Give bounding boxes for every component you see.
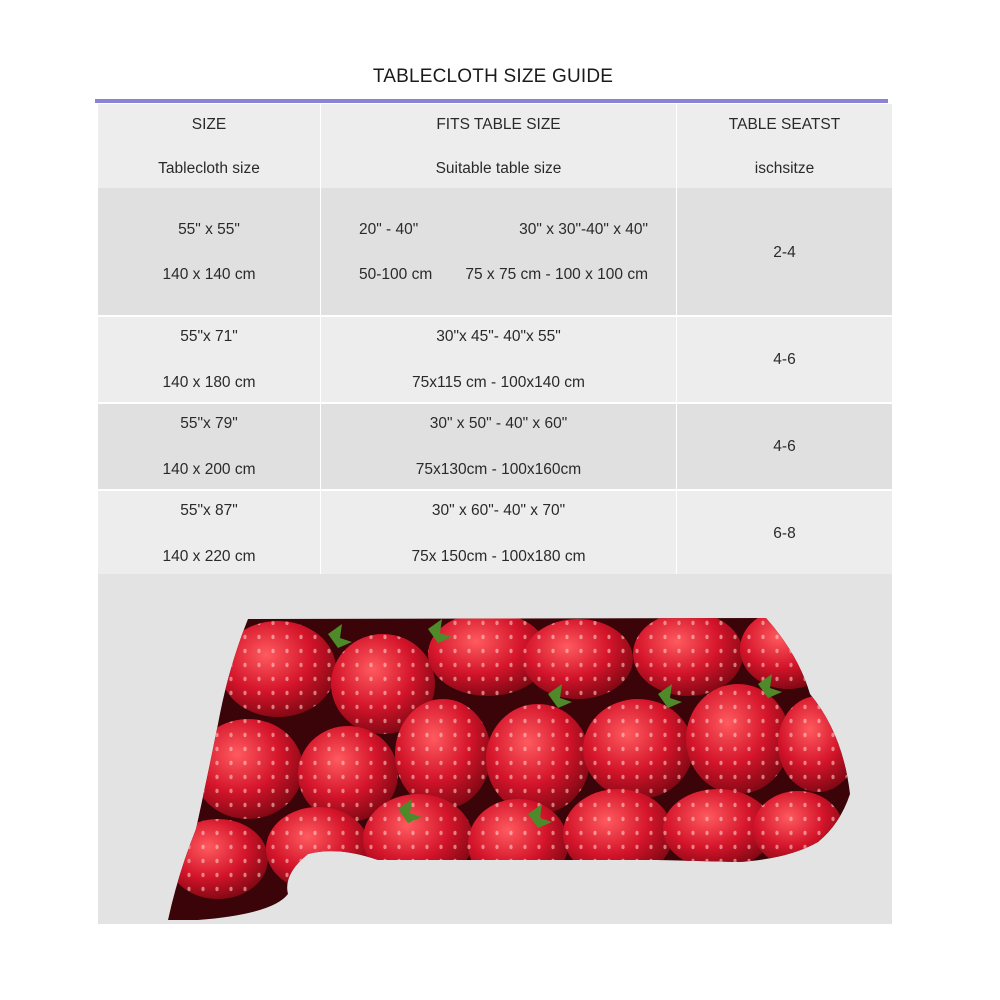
fits-cell <box>320 188 677 315</box>
title-underline <box>95 99 888 103</box>
table-row <box>98 404 892 489</box>
fits-inches-a: 20" - 40" <box>359 221 419 238</box>
size-inches: 55" x 55" <box>178 221 240 238</box>
seats-value: 4-6 <box>773 438 796 455</box>
strawberry-tablecloth-photo <box>98 574 892 924</box>
size-inches: 55"x 87" <box>180 502 238 519</box>
fits-inches-b: 30" x 30"-40" x 40" <box>519 221 648 238</box>
seats-cell <box>677 188 892 315</box>
seats-cell <box>677 317 892 402</box>
header-seats-title: TABLE SEATST <box>728 116 841 133</box>
header-fits-title: FITS TABLE SIZE <box>436 116 561 133</box>
fits-inches: 30" x 60"- 40" x 70" <box>431 502 566 519</box>
size-cell <box>98 491 320 576</box>
seats-cell <box>677 491 892 576</box>
table-row <box>98 317 892 402</box>
table-row <box>98 188 892 315</box>
size-inches: 55"x 71" <box>180 328 238 345</box>
header-size-sub: Tablecloth size <box>158 160 260 177</box>
fits-cm-b: 75 x 75 cm - 100 x 100 cm <box>465 266 648 283</box>
seats-cell <box>677 404 892 489</box>
header-size-title: SIZE <box>191 116 227 133</box>
size-cm: 140 x 220 cm <box>162 548 256 565</box>
table-header <box>98 104 892 188</box>
fits-inches: 30"x 45"- 40"x 55" <box>436 328 561 345</box>
page-title: TABLECLOTH SIZE GUIDE <box>372 66 614 87</box>
size-cm: 140 x 140 cm <box>162 266 256 283</box>
size-cell <box>98 404 320 489</box>
header-fits <box>320 104 677 188</box>
fits-cell <box>320 491 677 576</box>
fits-cm-line <box>321 266 676 284</box>
fits-cm-a: 50-100 cm <box>359 266 433 283</box>
size-cm: 140 x 200 cm <box>162 461 256 478</box>
size-cell <box>98 188 320 315</box>
tablecloth-illustration <box>98 574 892 924</box>
seats-value: 4-6 <box>773 351 796 368</box>
size-inches: 55"x 79" <box>180 415 238 432</box>
table-row <box>98 491 892 576</box>
fits-cell <box>320 404 677 489</box>
size-cell <box>98 317 320 402</box>
fits-cm: 75x 150cm - 100x180 cm <box>411 548 586 565</box>
size-table <box>98 104 892 576</box>
size-cm: 140 x 180 cm <box>162 374 256 391</box>
header-size <box>98 104 320 188</box>
fits-cm: 75x130cm - 100x160cm <box>415 461 582 478</box>
seats-value: 6-8 <box>773 525 796 542</box>
header-seats <box>677 104 892 188</box>
seats-value: 2-4 <box>773 243 796 261</box>
fits-inches: 30" x 50" - 40" x 60" <box>429 415 568 432</box>
header-fits-sub: Suitable table size <box>435 160 562 177</box>
fits-inches-line <box>321 221 676 239</box>
fits-cell <box>320 317 677 402</box>
header-seats-sub: ischsitze <box>754 160 815 177</box>
fits-cm: 75x115 cm - 100x140 cm <box>412 374 585 391</box>
